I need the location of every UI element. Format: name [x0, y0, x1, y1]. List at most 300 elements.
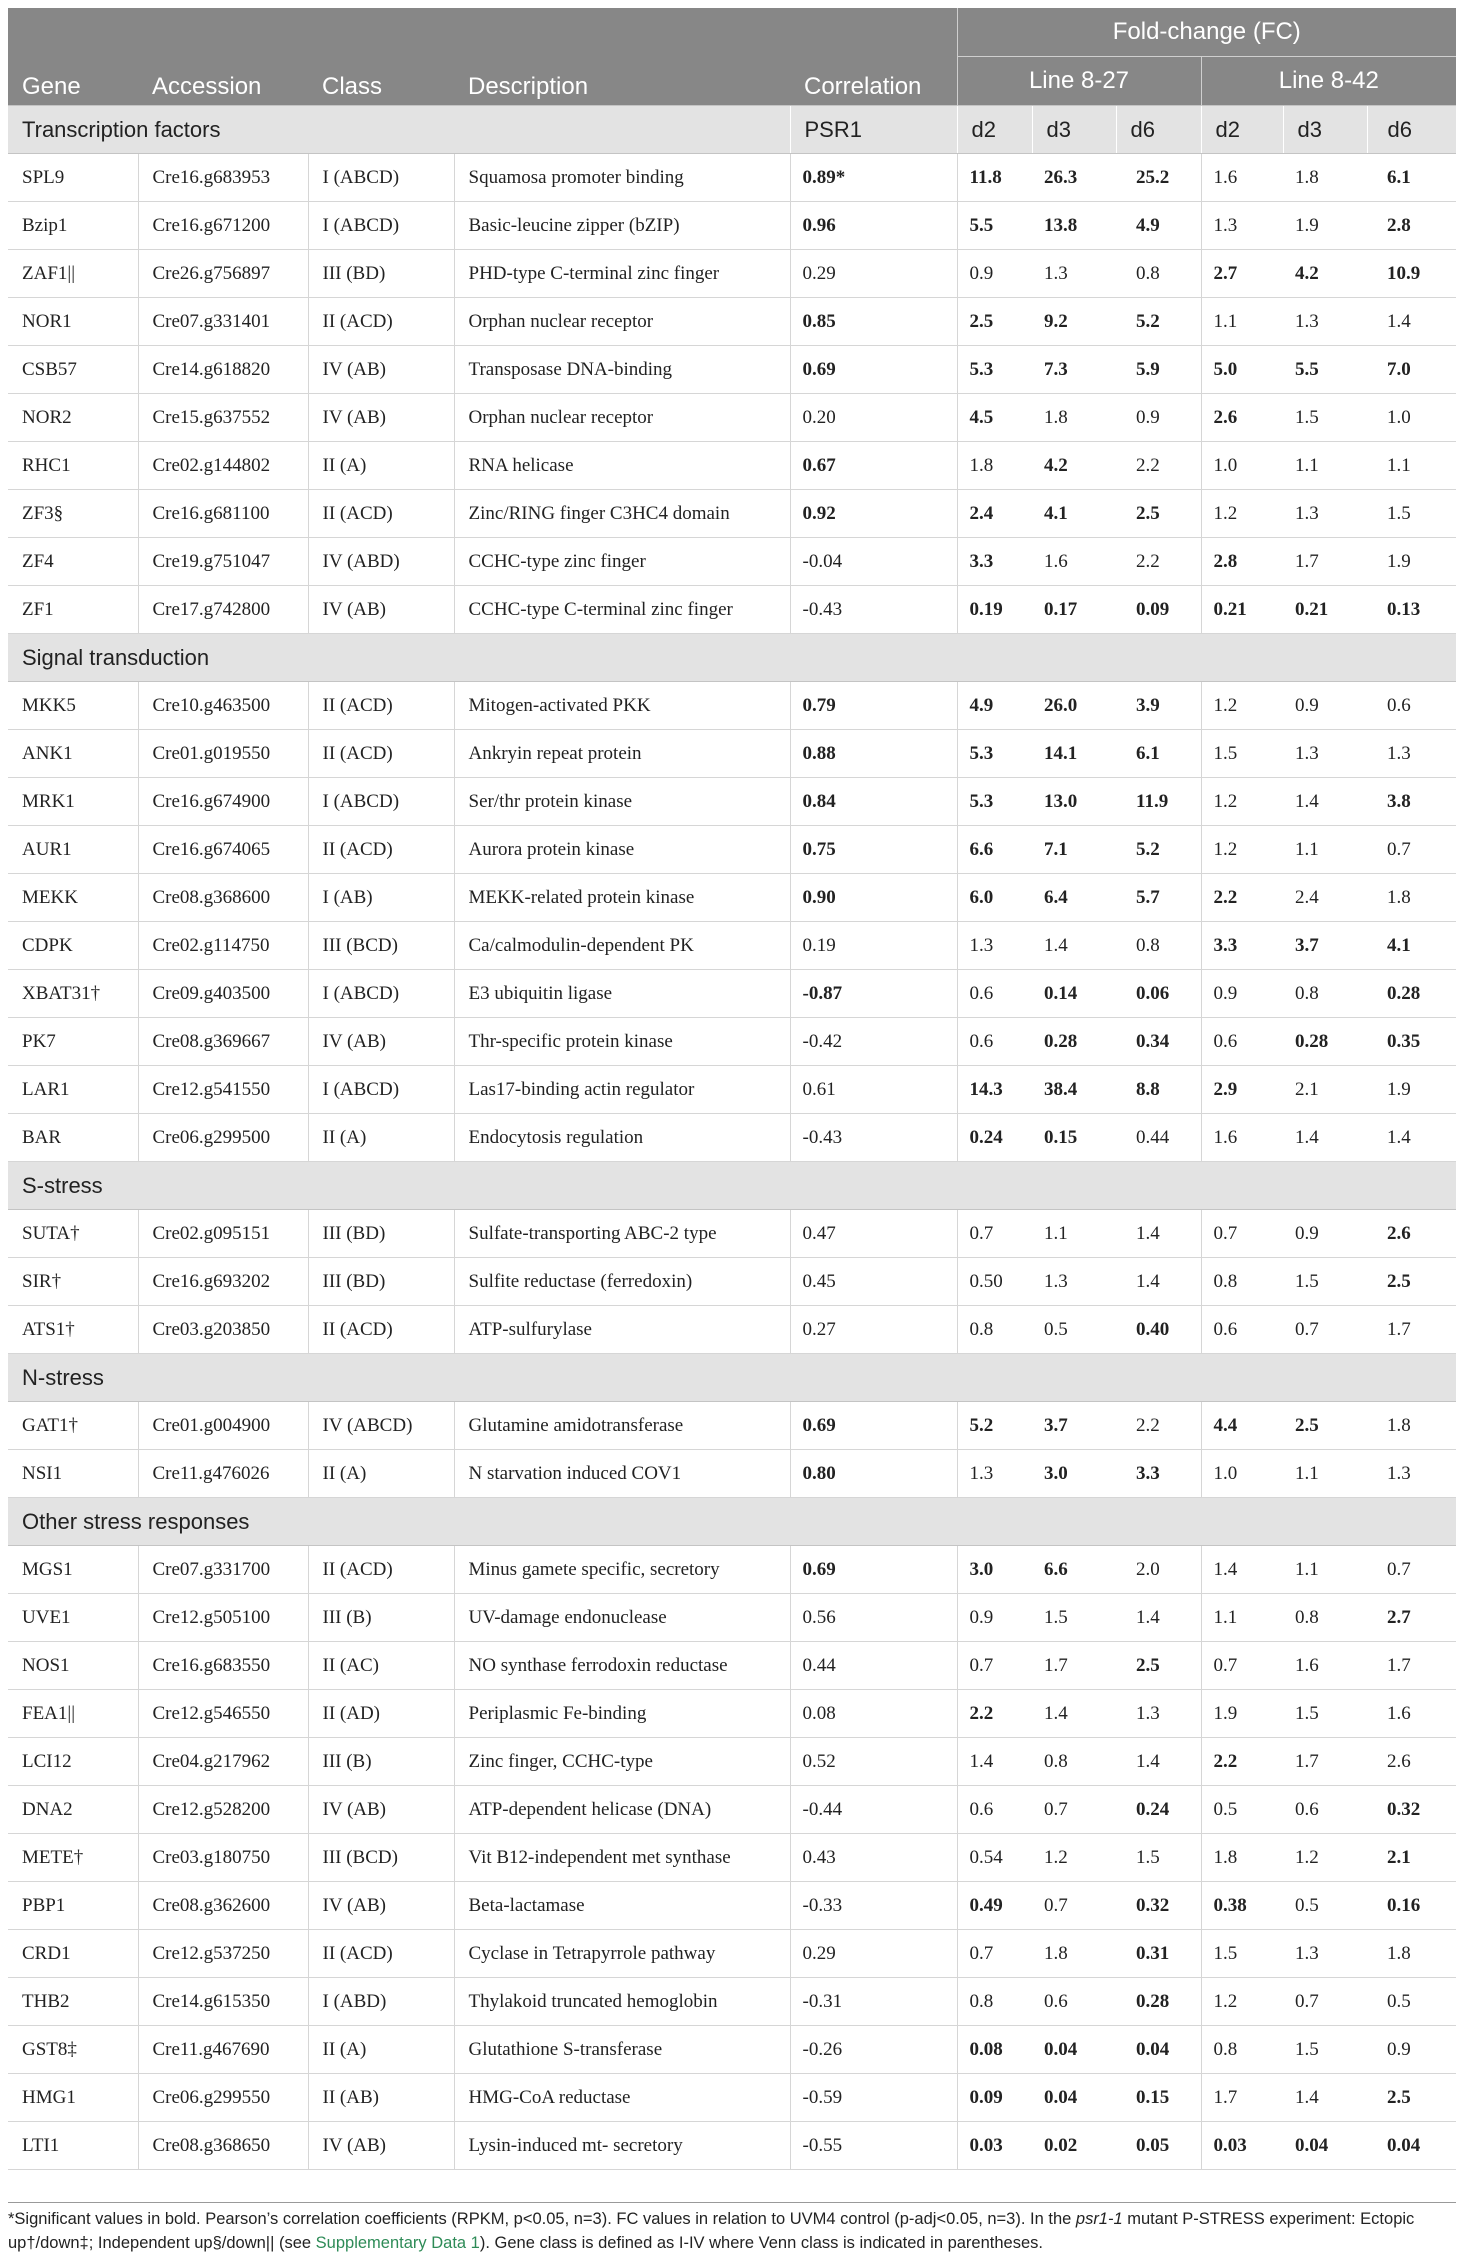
cell-line1-d2: 1.3: [957, 1450, 1032, 1498]
cell-line2-d2: 0.9: [1201, 970, 1283, 1018]
cell-gene: RHC1: [8, 442, 138, 490]
cell-gene: BAR: [8, 1114, 138, 1162]
cell-description: Ca/calmodulin-dependent PK: [454, 922, 790, 970]
cell-class: IV (ABD): [308, 538, 454, 586]
cell-description: Periplasmic Fe-binding: [454, 1690, 790, 1738]
cell-line2-d2: 1.0: [1201, 442, 1283, 490]
cell-line2-d3: 0.28: [1283, 1018, 1367, 1066]
cell-line2-d2: 1.2: [1201, 826, 1283, 874]
cell-line2-d6: 2.5: [1367, 1258, 1456, 1306]
cell-gene: ANK1: [8, 730, 138, 778]
cell-accession: Cre12.g541550: [138, 1066, 308, 1114]
cell-class: I (ABCD): [308, 970, 454, 1018]
cell-line1-d6: 0.28: [1116, 1978, 1201, 2026]
cell-class: II (A): [308, 2026, 454, 2074]
cell-accession: Cre08.g362600: [138, 1882, 308, 1930]
cell-line2-d3: 5.5: [1283, 346, 1367, 394]
cell-correlation: -0.43: [790, 586, 957, 634]
cell-line1-d2: 0.50: [957, 1258, 1032, 1306]
table-row: [8, 2074, 1456, 2122]
table-row: [8, 1066, 1456, 1114]
cell-class: I (AB): [308, 874, 454, 922]
cell-accession: Cre01.g019550: [138, 730, 308, 778]
cell-line1-d6: 1.5: [1116, 1834, 1201, 1882]
cell-line1-d6: 1.4: [1116, 1258, 1201, 1306]
cell-line2-d6: 0.7: [1367, 1546, 1456, 1594]
cell-line1-d6: 6.1: [1116, 730, 1201, 778]
cell-accession: Cre08.g368650: [138, 2122, 308, 2170]
cell-accession: Cre17.g742800: [138, 586, 308, 634]
cell-line1-d2: 0.9: [957, 1594, 1032, 1642]
cell-line2-d6: 1.4: [1367, 1114, 1456, 1162]
cell-description: Thylakoid truncated hemoglobin: [454, 1978, 790, 2026]
cell-line1-d2: 3.3: [957, 538, 1032, 586]
cell-line2-d3: 1.7: [1283, 1738, 1367, 1786]
header-description: Description: [454, 8, 790, 106]
cell-class: II (AB): [308, 2074, 454, 2122]
cell-class: IV (ABCD): [308, 1402, 454, 1450]
table-row: [8, 202, 1456, 250]
cell-line1-d6: 0.31: [1116, 1930, 1201, 1978]
cell-line2-d6: 0.13: [1367, 586, 1456, 634]
cell-line1-d3: 0.15: [1032, 1114, 1116, 1162]
cell-class: IV (AB): [308, 346, 454, 394]
table-row: [8, 1210, 1456, 1258]
cell-line2-d6: 2.6: [1367, 1210, 1456, 1258]
cell-line1-d2: 3.0: [957, 1546, 1032, 1594]
cell-gene: ATS1†: [8, 1306, 138, 1354]
cell-correlation: 0.45: [790, 1258, 957, 1306]
cell-line2-d2: 1.4: [1201, 1546, 1283, 1594]
cell-line2-d6: 6.1: [1367, 154, 1456, 202]
cell-description: UV-damage endonuclease: [454, 1594, 790, 1642]
cell-class: II (ACD): [308, 682, 454, 730]
cell-accession: Cre16.g671200: [138, 202, 308, 250]
cell-line1-d6: 5.9: [1116, 346, 1201, 394]
cell-line2-d6: 1.0: [1367, 394, 1456, 442]
cell-class: IV (AB): [308, 1018, 454, 1066]
cell-description: Glutamine amidotransferase: [454, 1402, 790, 1450]
cell-line2-d6: 1.9: [1367, 538, 1456, 586]
cell-class: II (AC): [308, 1642, 454, 1690]
cell-class: II (A): [308, 442, 454, 490]
cell-line2-d2: 2.6: [1201, 394, 1283, 442]
subheader-day: d2: [1201, 106, 1283, 154]
cell-line1-d6: 0.05: [1116, 2122, 1201, 2170]
cell-line1-d6: 8.8: [1116, 1066, 1201, 1114]
cell-line2-d6: 0.5: [1367, 1978, 1456, 2026]
cell-line2-d3: 1.1: [1283, 1546, 1367, 1594]
cell-accession: Cre06.g299550: [138, 2074, 308, 2122]
cell-class: IV (AB): [308, 394, 454, 442]
cell-line1-d6: 0.9: [1116, 394, 1201, 442]
cell-line1-d2: 5.2: [957, 1402, 1032, 1450]
cell-class: II (ACD): [308, 1546, 454, 1594]
cell-line2-d3: 4.2: [1283, 250, 1367, 298]
cell-gene: MRK1: [8, 778, 138, 826]
cell-line1-d2: 0.03: [957, 2122, 1032, 2170]
cell-line2-d2: 2.9: [1201, 1066, 1283, 1114]
cell-line2-d3: 1.5: [1283, 394, 1367, 442]
cell-line1-d2: 0.19: [957, 586, 1032, 634]
cell-correlation: -0.43: [790, 1114, 957, 1162]
cell-line2-d2: 1.5: [1201, 1930, 1283, 1978]
cell-description: RNA helicase: [454, 442, 790, 490]
cell-line2-d2: 0.5: [1201, 1786, 1283, 1834]
table-row: [8, 1786, 1456, 1834]
cell-gene: ZF4: [8, 538, 138, 586]
cell-gene: DNA2: [8, 1786, 138, 1834]
table-row: [8, 1018, 1456, 1066]
cell-line2-d3: 2.4: [1283, 874, 1367, 922]
header-correlation: Correlation: [790, 8, 957, 106]
cell-description: Lysin-induced mt- secretory: [454, 2122, 790, 2170]
cell-description: Aurora protein kinase: [454, 826, 790, 874]
cell-description: N starvation induced COV1: [454, 1450, 790, 1498]
cell-line1-d2: 0.8: [957, 1978, 1032, 2026]
cell-line2-d3: 1.1: [1283, 826, 1367, 874]
cell-gene: MGS1: [8, 1546, 138, 1594]
cell-line1-d3: 13.8: [1032, 202, 1116, 250]
cell-line1-d3: 1.3: [1032, 250, 1116, 298]
cell-line1-d3: 0.7: [1032, 1786, 1116, 1834]
footnote-text-3: ). Gene class is defined as I-IV where Venn class is indicated in parentheses.: [479, 2234, 1043, 2252]
cell-line2-d2: 5.0: [1201, 346, 1283, 394]
cell-class: I (ABCD): [308, 1066, 454, 1114]
cell-line2-d2: 0.21: [1201, 586, 1283, 634]
table-row: [8, 298, 1456, 346]
cell-accession: Cre16.g693202: [138, 1258, 308, 1306]
cell-line1-d6: 3.9: [1116, 682, 1201, 730]
cell-line2-d2: 2.7: [1201, 250, 1283, 298]
cell-line1-d6: 0.8: [1116, 250, 1201, 298]
cell-correlation: 0.20: [790, 394, 957, 442]
cell-gene: NOS1: [8, 1642, 138, 1690]
cell-gene: LAR1: [8, 1066, 138, 1114]
cell-description: Orphan nuclear receptor: [454, 298, 790, 346]
cell-description: CCHC-type C-terminal zinc finger: [454, 586, 790, 634]
section-title: S-stress: [8, 1162, 1456, 1210]
supplementary-data-link[interactable]: Supplementary Data 1: [315, 2234, 480, 2252]
cell-gene: NOR2: [8, 394, 138, 442]
header-line-8-27: Line 8-27: [957, 57, 1201, 106]
section-title: Signal transduction: [8, 634, 1456, 682]
cell-line1-d2: 5.3: [957, 730, 1032, 778]
cell-accession: Cre14.g618820: [138, 346, 308, 394]
cell-gene: NOR1: [8, 298, 138, 346]
cell-line2-d6: 0.7: [1367, 826, 1456, 874]
cell-correlation: -0.42: [790, 1018, 957, 1066]
cell-line1-d3: 6.4: [1032, 874, 1116, 922]
table-row: [8, 442, 1456, 490]
cell-accession: Cre08.g368600: [138, 874, 308, 922]
cell-line2-d3: 1.5: [1283, 1690, 1367, 1738]
cell-line2-d6: 1.9: [1367, 1066, 1456, 1114]
cell-line1-d6: 0.8: [1116, 922, 1201, 970]
cell-description: Beta-lactamase: [454, 1882, 790, 1930]
cell-accession: Cre12.g528200: [138, 1786, 308, 1834]
cell-accession: Cre26.g756897: [138, 250, 308, 298]
cell-line2-d6: 1.4: [1367, 298, 1456, 346]
cell-class: III (B): [308, 1594, 454, 1642]
cell-correlation: 0.84: [790, 778, 957, 826]
cell-accession: Cre12.g537250: [138, 1930, 308, 1978]
cell-line2-d2: 0.38: [1201, 1882, 1283, 1930]
table-row: [8, 1738, 1456, 1786]
subheader-day: d3: [1032, 106, 1116, 154]
cell-gene: LCI12: [8, 1738, 138, 1786]
cell-line1-d3: 13.0: [1032, 778, 1116, 826]
cell-line2-d6: 7.0: [1367, 346, 1456, 394]
table-row: [8, 1642, 1456, 1690]
cell-line1-d3: 1.4: [1032, 1690, 1116, 1738]
subheader-day: d6: [1116, 106, 1201, 154]
cell-line2-d3: 0.04: [1283, 2122, 1367, 2170]
table-body: [8, 106, 1456, 2170]
cell-line1-d3: 3.7: [1032, 1402, 1116, 1450]
cell-correlation: 0.27: [790, 1306, 957, 1354]
subheader-day: d2: [957, 106, 1032, 154]
table-row: [8, 778, 1456, 826]
cell-gene: PBP1: [8, 1882, 138, 1930]
cell-gene: SPL9: [8, 154, 138, 202]
cell-gene: UVE1: [8, 1594, 138, 1642]
cell-gene: GST8‡: [8, 2026, 138, 2074]
cell-correlation: 0.19: [790, 922, 957, 970]
cell-correlation: 0.44: [790, 1642, 957, 1690]
cell-line1-d6: 0.44: [1116, 1114, 1201, 1162]
cell-line2-d3: 0.7: [1283, 1306, 1367, 1354]
table-row: [8, 586, 1456, 634]
cell-class: IV (AB): [308, 1786, 454, 1834]
cell-line2-d3: 1.1: [1283, 442, 1367, 490]
cell-description: Ser/thr protein kinase: [454, 778, 790, 826]
cell-line1-d2: 0.7: [957, 1930, 1032, 1978]
cell-description: ATP-dependent helicase (DNA): [454, 1786, 790, 1834]
cell-class: IV (AB): [308, 586, 454, 634]
cell-gene: THB2: [8, 1978, 138, 2026]
table-row: [8, 1882, 1456, 1930]
results-table-container: [8, 8, 1456, 2170]
cell-line1-d3: 26.0: [1032, 682, 1116, 730]
cell-correlation: 0.08: [790, 1690, 957, 1738]
cell-line1-d2: 2.4: [957, 490, 1032, 538]
cell-gene: NSI1: [8, 1450, 138, 1498]
cell-description: Orphan nuclear receptor: [454, 394, 790, 442]
cell-correlation: -0.04: [790, 538, 957, 586]
cell-correlation: 0.69: [790, 346, 957, 394]
cell-line1-d3: 0.04: [1032, 2074, 1116, 2122]
cell-line1-d6: 0.06: [1116, 970, 1201, 1018]
cell-line2-d3: 1.2: [1283, 1834, 1367, 1882]
cell-line2-d2: 1.6: [1201, 1114, 1283, 1162]
cell-line2-d2: 1.8: [1201, 1834, 1283, 1882]
cell-line2-d3: 0.21: [1283, 586, 1367, 634]
cell-correlation: 0.90: [790, 874, 957, 922]
cell-line1-d2: 5.3: [957, 778, 1032, 826]
cell-line1-d2: 6.0: [957, 874, 1032, 922]
table-row: [8, 538, 1456, 586]
cell-correlation: -0.31: [790, 1978, 957, 2026]
cell-line2-d6: 2.7: [1367, 1594, 1456, 1642]
cell-gene: Bzip1: [8, 202, 138, 250]
cell-accession: Cre01.g004900: [138, 1402, 308, 1450]
cell-line1-d2: 0.6: [957, 1786, 1032, 1834]
cell-class: III (B): [308, 1738, 454, 1786]
cell-line1-d2: 0.8: [957, 1306, 1032, 1354]
cell-accession: Cre12.g505100: [138, 1594, 308, 1642]
table-row: [8, 2122, 1456, 2170]
cell-line2-d2: 0.8: [1201, 1258, 1283, 1306]
cell-line1-d3: 4.2: [1032, 442, 1116, 490]
cell-line1-d6: 1.4: [1116, 1594, 1201, 1642]
cell-line2-d3: 0.7: [1283, 1978, 1367, 2026]
cell-line2-d6: 0.35: [1367, 1018, 1456, 1066]
cell-line2-d6: 0.9: [1367, 2026, 1456, 2074]
cell-line1-d3: 1.6: [1032, 538, 1116, 586]
cell-gene: CRD1: [8, 1930, 138, 1978]
cell-line1-d6: 0.09: [1116, 586, 1201, 634]
cell-line2-d2: 0.6: [1201, 1018, 1283, 1066]
cell-class: III (BD): [308, 1258, 454, 1306]
cell-line2-d6: 1.3: [1367, 1450, 1456, 1498]
section-title: Transcription factors: [8, 106, 790, 154]
cell-accession: Cre12.g546550: [138, 1690, 308, 1738]
cell-line1-d2: 4.5: [957, 394, 1032, 442]
cell-line1-d6: 1.4: [1116, 1210, 1201, 1258]
table-row: [8, 1594, 1456, 1642]
cell-description: Basic-leucine zipper (bZIP): [454, 202, 790, 250]
footnote-text-1: *Significant values in bold. Pearson’s correlation coefficients (RPKM, p<0.05, n=3). FC values in relation to UVM4 control (p-adj<0.05, n=3). In the: [8, 2210, 1076, 2228]
cell-line2-d3: 1.8: [1283, 154, 1367, 202]
cell-correlation: 0.92: [790, 490, 957, 538]
cell-line2-d2: 0.6: [1201, 1306, 1283, 1354]
cell-line1-d2: 0.24: [957, 1114, 1032, 1162]
cell-line1-d6: 2.2: [1116, 442, 1201, 490]
cell-line2-d6: 0.28: [1367, 970, 1456, 1018]
cell-class: IV (AB): [308, 1882, 454, 1930]
cell-line1-d6: 0.34: [1116, 1018, 1201, 1066]
cell-line1-d3: 0.8: [1032, 1738, 1116, 1786]
cell-description: Ankryin repeat protein: [454, 730, 790, 778]
cell-correlation: 0.67: [790, 442, 957, 490]
table-row: [8, 970, 1456, 1018]
cell-correlation: 0.69: [790, 1402, 957, 1450]
cell-accession: Cre04.g217962: [138, 1738, 308, 1786]
cell-line1-d3: 0.5: [1032, 1306, 1116, 1354]
cell-correlation: 0.89*: [790, 154, 957, 202]
cell-line1-d2: 1.4: [957, 1738, 1032, 1786]
cell-line2-d3: 1.4: [1283, 1114, 1367, 1162]
cell-line2-d3: 1.3: [1283, 298, 1367, 346]
gene-fold-change-table: [8, 8, 1456, 2170]
cell-line2-d2: 1.2: [1201, 1978, 1283, 2026]
cell-correlation: 0.29: [790, 1930, 957, 1978]
cell-accession: Cre02.g144802: [138, 442, 308, 490]
cell-line2-d2: 1.2: [1201, 778, 1283, 826]
table-row: [8, 682, 1456, 730]
cell-line2-d3: 1.3: [1283, 730, 1367, 778]
cell-line1-d6: 25.2: [1116, 154, 1201, 202]
cell-line1-d3: 0.7: [1032, 1882, 1116, 1930]
header-fold-change: Fold-change (FC): [957, 8, 1456, 57]
cell-class: III (BD): [308, 250, 454, 298]
section-header-row: [8, 1162, 1456, 1210]
cell-gene: ZF3§: [8, 490, 138, 538]
cell-line1-d2: 0.6: [957, 1018, 1032, 1066]
cell-correlation: 0.29: [790, 250, 957, 298]
cell-line1-d6: 5.2: [1116, 298, 1201, 346]
cell-accession: Cre16.g683550: [138, 1642, 308, 1690]
cell-line1-d2: 0.7: [957, 1210, 1032, 1258]
cell-description: Mitogen-activated PKK: [454, 682, 790, 730]
header-class: Class: [308, 8, 454, 106]
cell-line2-d6: 3.8: [1367, 778, 1456, 826]
cell-line1-d6: 1.3: [1116, 1690, 1201, 1738]
cell-line1-d3: 1.8: [1032, 394, 1116, 442]
cell-description: Cyclase in Tetrapyrrole pathway: [454, 1930, 790, 1978]
cell-line2-d3: 0.5: [1283, 1882, 1367, 1930]
cell-accession: Cre15.g637552: [138, 394, 308, 442]
cell-description: Endocytosis regulation: [454, 1114, 790, 1162]
cell-correlation: 0.43: [790, 1834, 957, 1882]
cell-accession: Cre03.g203850: [138, 1306, 308, 1354]
cell-description: Sulfite reductase (ferredoxin): [454, 1258, 790, 1306]
cell-line2-d6: 0.16: [1367, 1882, 1456, 1930]
cell-line1-d3: 0.14: [1032, 970, 1116, 1018]
cell-line1-d3: 7.3: [1032, 346, 1116, 394]
cell-line1-d3: 14.1: [1032, 730, 1116, 778]
cell-line2-d3: 2.1: [1283, 1066, 1367, 1114]
table-row: [8, 1930, 1456, 1978]
cell-line2-d2: 1.5: [1201, 730, 1283, 778]
table-row: [8, 2026, 1456, 2074]
cell-correlation: -0.55: [790, 2122, 957, 2170]
cell-description: Vit B12-independent met synthase: [454, 1834, 790, 1882]
cell-line1-d3: 0.28: [1032, 1018, 1116, 1066]
cell-line1-d6: 0.24: [1116, 1786, 1201, 1834]
cell-accession: Cre16.g674065: [138, 826, 308, 874]
cell-correlation: 0.47: [790, 1210, 957, 1258]
cell-line1-d2: 2.5: [957, 298, 1032, 346]
cell-description: CCHC-type zinc finger: [454, 538, 790, 586]
table-row: [8, 1450, 1456, 1498]
cell-line1-d3: 1.7: [1032, 1642, 1116, 1690]
cell-line2-d2: 1.0: [1201, 1450, 1283, 1498]
cell-line2-d2: 2.2: [1201, 874, 1283, 922]
cell-class: III (BCD): [308, 1834, 454, 1882]
cell-line1-d2: 0.08: [957, 2026, 1032, 2074]
cell-line2-d3: 0.8: [1283, 1594, 1367, 1642]
cell-accession: Cre10.g463500: [138, 682, 308, 730]
section-header-row: [8, 1498, 1456, 1546]
cell-line2-d2: 1.7: [1201, 2074, 1283, 2122]
cell-accession: Cre06.g299500: [138, 1114, 308, 1162]
cell-line1-d3: 9.2: [1032, 298, 1116, 346]
cell-accession: Cre08.g369667: [138, 1018, 308, 1066]
cell-description: E3 ubiquitin ligase: [454, 970, 790, 1018]
cell-correlation: 0.61: [790, 1066, 957, 1114]
cell-line2-d2: 1.1: [1201, 298, 1283, 346]
cell-line1-d2: 0.54: [957, 1834, 1032, 1882]
cell-class: I (ABCD): [308, 202, 454, 250]
cell-class: II (A): [308, 1450, 454, 1498]
cell-correlation: 0.88: [790, 730, 957, 778]
cell-line1-d2: 0.7: [957, 1642, 1032, 1690]
cell-line2-d3: 1.1: [1283, 1450, 1367, 1498]
header-line-8-42: Line 8-42: [1201, 57, 1456, 106]
cell-line1-d3: 1.8: [1032, 1930, 1116, 1978]
